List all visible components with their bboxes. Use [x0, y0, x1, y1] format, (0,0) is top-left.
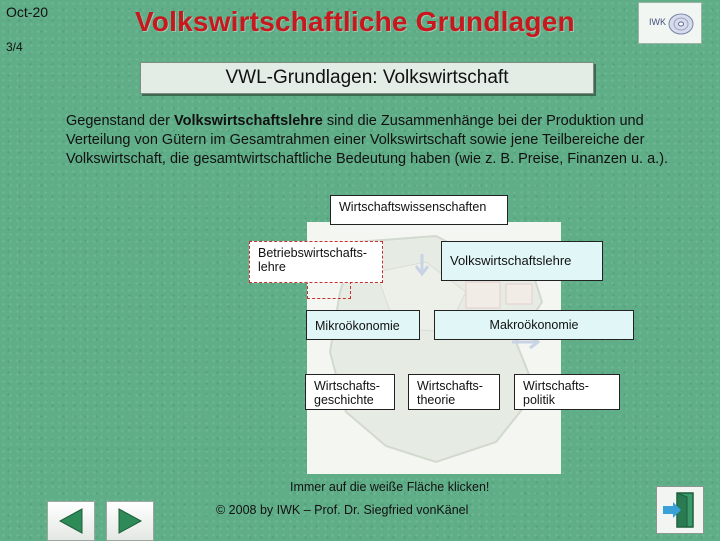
intro-keyword: Volkswirtschaftslehre: [174, 113, 323, 129]
box-theo-line2: theorie: [417, 393, 456, 407]
box-makrooekonomie[interactable]: Makroökonomie: [434, 310, 634, 340]
box-wirtschaftswissenschaften[interactable]: Wirtschaftswissenschaften: [330, 195, 508, 225]
box-pol-line1: Wirtschafts-: [523, 379, 589, 393]
click-hint: Immer auf die weiße Fläche klicken!: [290, 480, 490, 494]
box-theo-line1: Wirtschafts-: [417, 379, 483, 393]
iwk-logo: [638, 2, 702, 44]
box-betriebswirtschaftslehre[interactable]: [249, 241, 383, 283]
box-volkswirtschaftslehre[interactable]: Volkswirtschaftslehre: [441, 241, 603, 281]
page-number: 3/4: [6, 40, 23, 54]
exit-door-icon: [661, 490, 699, 530]
arrow-right-icon: [115, 506, 145, 536]
intro-text-end: sind die Zusammenhänge bei der Produktion und Verteilung von Gütern im Gesamtrahmen einer Volkswirtschaft sowie jene Teilbereiche der Volkswirtschaft, die gesamtwirtschaftliche Bedeutung haben (wie z. B. Preise, Finanzen u. a.).: [66, 113, 669, 167]
footer-copyright: © 2008 by IWK – Prof. Dr. Siegfried vonKänel: [216, 503, 469, 517]
exit-button[interactable]: [656, 486, 704, 534]
box-wirtschaftspolitik[interactable]: [514, 374, 620, 410]
box-bwl-line1: Betriebswirtschafts-: [258, 246, 368, 260]
box-gesch-line2: geschichte: [314, 393, 374, 407]
logo-label: IWK: [649, 17, 666, 27]
prev-slide-button[interactable]: [47, 501, 95, 541]
intro-paragraph: [66, 112, 692, 169]
box-mikrooekonomie[interactable]: Mikroökonomie: [306, 310, 420, 340]
box-bwl-line2: lehre: [258, 260, 286, 274]
intro-text-start: Gegenstand der: [66, 113, 175, 129]
box-pol-line2: politik: [523, 393, 555, 407]
page-title: Volkswirtschaftliche Grundlagen: [135, 6, 575, 37]
slide-subtitle: VWL-Grundlagen: Volkswirtschaft: [140, 62, 594, 94]
dashed-connector: [307, 281, 351, 299]
box-wirtschaftstheorie[interactable]: [408, 374, 500, 410]
arrow-left-icon: [56, 506, 86, 536]
cd-disc-icon: [667, 12, 695, 36]
slide-date: Oct-20: [6, 4, 49, 20]
next-slide-button[interactable]: [106, 501, 154, 541]
box-gesch-line1: Wirtschafts-: [314, 379, 380, 393]
box-wirtschaftsgeschichte[interactable]: [305, 374, 395, 410]
